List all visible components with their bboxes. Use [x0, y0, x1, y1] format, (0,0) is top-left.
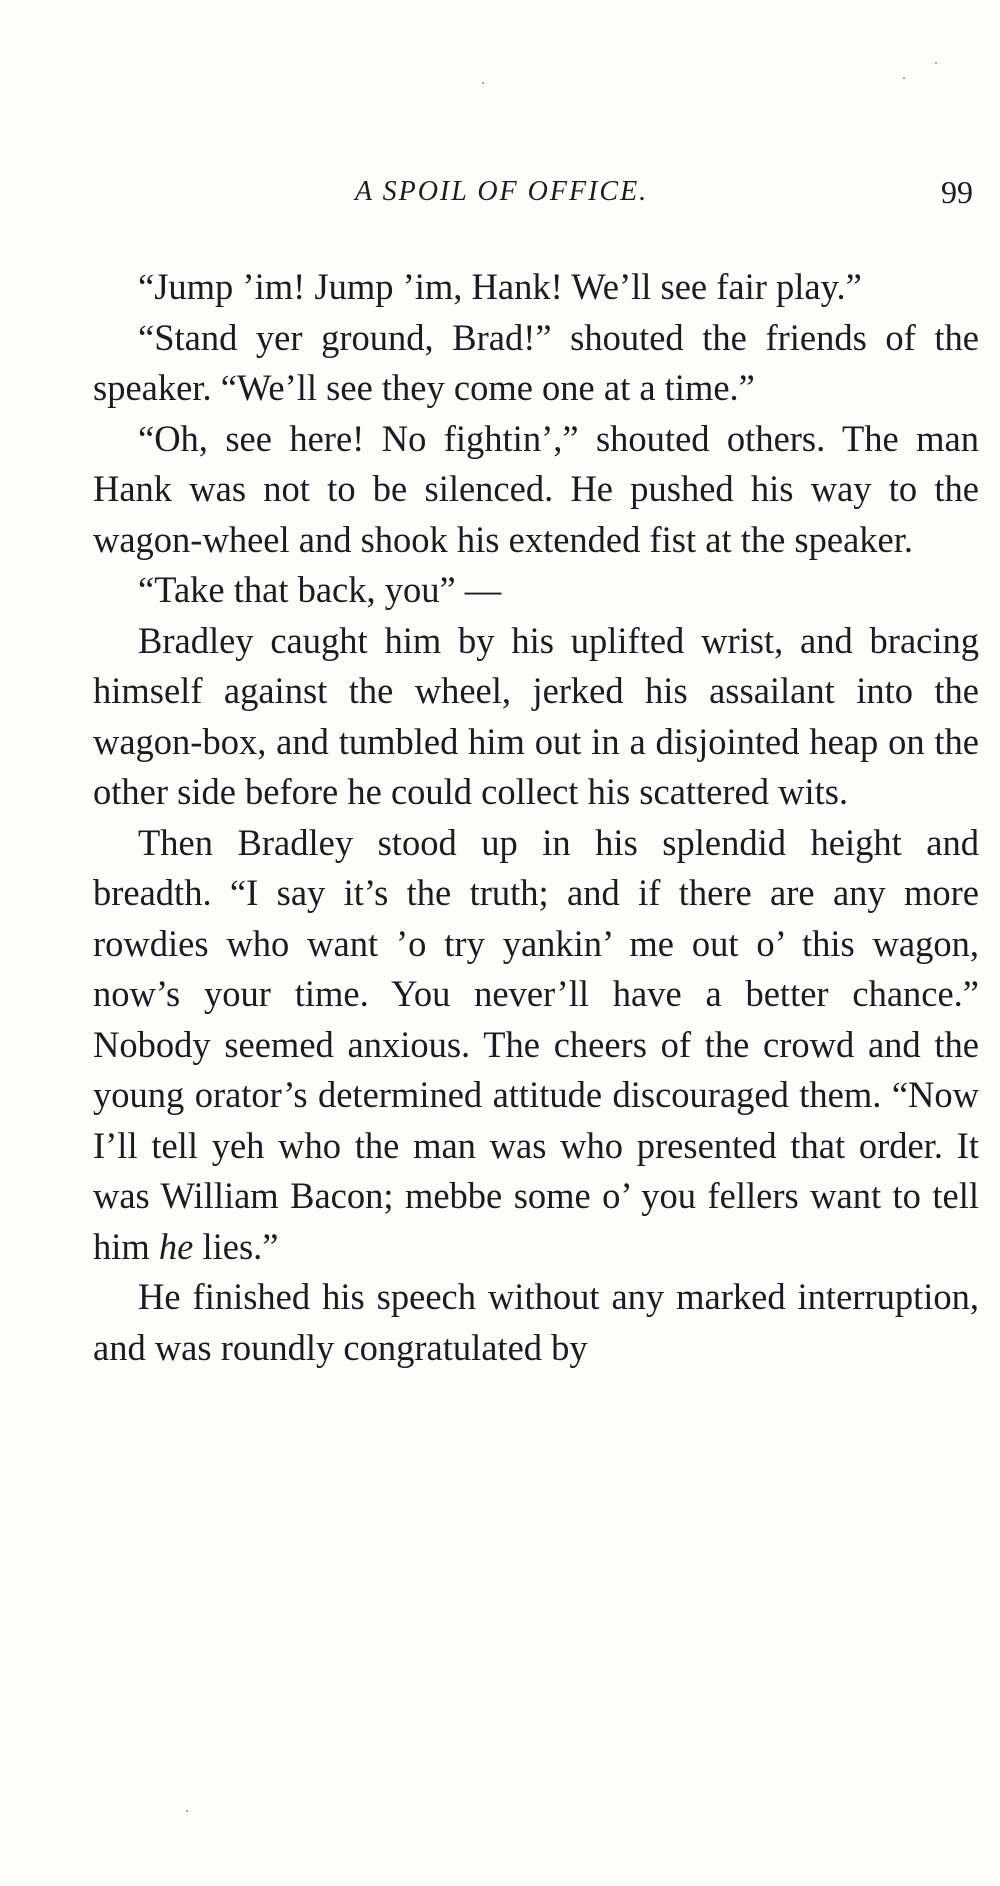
paragraph: “Stand yer ground, Brad!” shouted the friends of the speaker. “We’ll see they come one at a time.” — [93, 316, 979, 408]
emphasized-word: he — [158, 1225, 194, 1267]
running-title: A SPOIL OF OFFICE. — [355, 176, 649, 207]
paper-speck — [482, 82, 484, 84]
paragraph — [93, 818, 979, 1273]
running-head — [93, 172, 973, 216]
paper-speck — [903, 77, 905, 79]
paragraph-text: Then Bradley stood up in his splendid height and breadth. “I say it’s the truth; and if there are any more rowdies who want ’o try yankin’ me out o’ this wagon, now’s your time. You never’ll have a better chance.” Nobody seemed anxious. The cheers of the crowd and the young orator’s determined attitude discouraged them. “Now I’ll tell yeh who the man was who presented that order. It was William Bacon; mebbe some o’ you fellers want to tell him — [93, 821, 979, 1267]
paragraph: “Oh, see here! No fightin’,” shouted others. The man Hank was not to be silenced. He pushed his way to the wagon-wheel and shook his extended fist at the speaker. — [93, 417, 979, 560]
paragraph: Bradley caught him by his uplifted wrist, and bracing himself against the wheel, jerked his assailant into the wagon-box, and tumbled him out in a disjointed heap on the other side before he could collect his scattered wits. — [93, 619, 979, 812]
paper-speck — [186, 1810, 188, 1812]
paragraph: “Jump ’im! Jump ’im, Hank! We’ll see fair play.” — [138, 266, 862, 307]
body-text — [93, 262, 979, 1373]
page-number: 99 — [941, 174, 973, 210]
paragraph-text: lies.” — [193, 1225, 279, 1267]
paragraph: “Take that back, you” — — [138, 569, 502, 610]
paragraph: He finished his speech without any marked interruption, and was roundly congratulated by — [93, 1276, 979, 1368]
paper-speck — [935, 62, 937, 64]
